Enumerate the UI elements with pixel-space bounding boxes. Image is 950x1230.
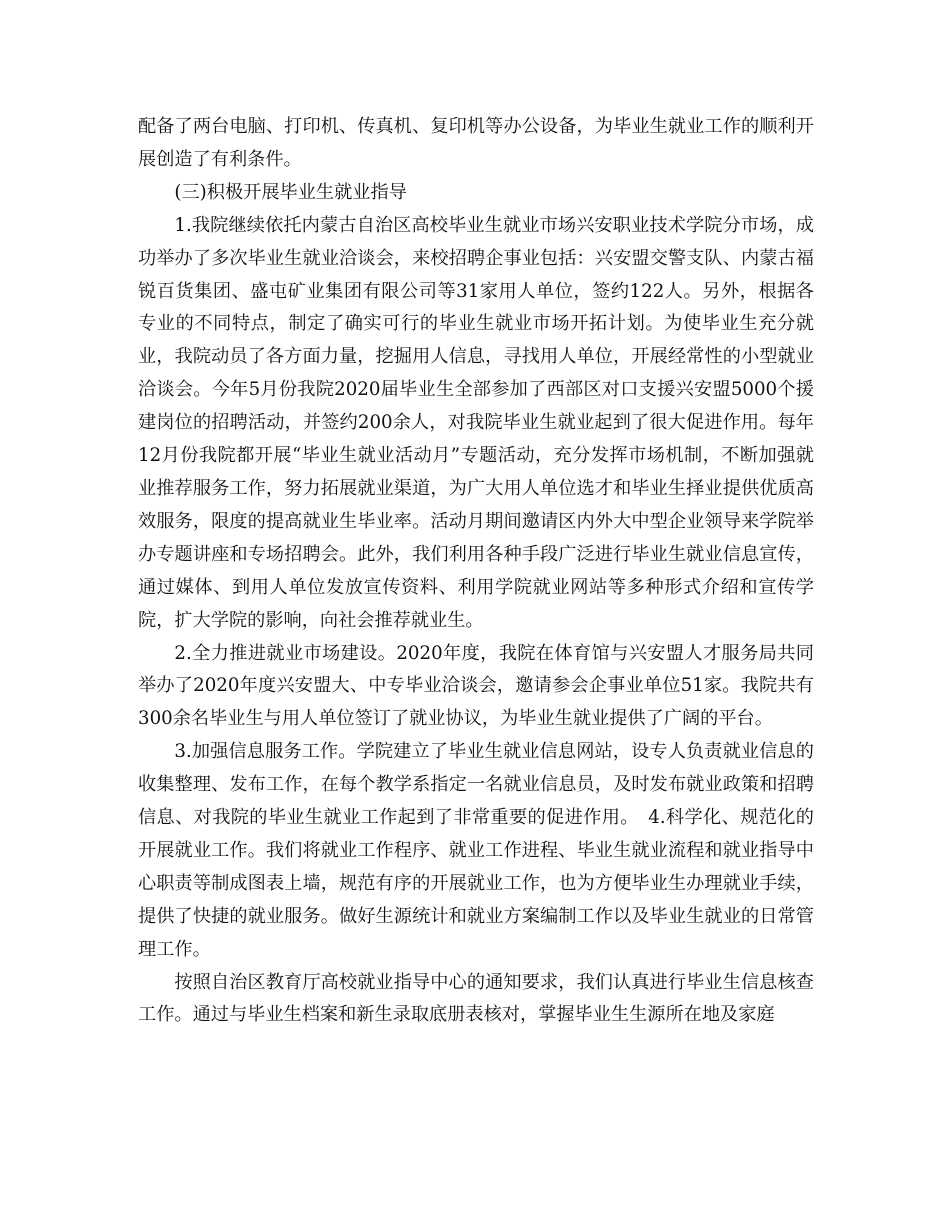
paragraph-4: 3.加强信息服务工作。学院建立了毕业生就业信息网站，设专人负责就业信息的收集整理、发布工作，在每个教学系指定一名就业信息员，及时发布就业政策和招聘信息、对我院的毕业生就业工作起到了非常重要的促进作用。 4.科学化、规范化的开展就业工作。我们将就业工作程序、就业工作进程、毕业生就业流程和就业指导中心职责等制成图表上墙，规范有序的开展就业工作，也为方便毕业生办理就业手续，提供了快捷的就业服务。做好生源统计和就业方案编制工作以及毕业生就业的日常管理工作。 xyxy=(138,741,814,960)
paragraph-5: 按照自治区教育厅高校就业指导中心的通知要求，我们认真进行毕业生信息核查工作。通过与毕业生档案和新生录取底册表核对，掌握毕业生生源所在地及家庭 xyxy=(138,971,814,1026)
paragraph-1: 配备了两台电脑、打印机、传真机、复印机等办公设备，为毕业生就业工作的顺利开展创造了有利条件。 xyxy=(138,116,814,170)
paragraph-2: 1.我院继续依托内蒙古自治区高校毕业生就业市场兴安职业技术学院分市场，成功举办了多次毕业生就业洽谈会，来校招聘企事业包括：兴安盟交警支队、内蒙古福锐百货集团、盛屯矿业集团有限公司等31家用人单位，签约122人。另外，根据各专业的不同特点，制定了确实可行的毕业生就业市场开拓计划。为使毕业生充分就业，我院动员了各方面力量，挖掘用人信息，寻找用人单位，开展经常性的小型就业洽谈会。今年5月份我院2020届毕业生全部参加了西部区对口支援兴安盟5000个援建岗位的招聘活动，并签约200余人，对我院毕业生就业起到了很大促进作用。每年12月份我院都开展“毕业生就业活动月”专题活动，充分发挥市场机制，不断加强就业推荐服务工作，努力拓展就业渠道，为广大用人单位选才和毕业生择业提供优质高效服务，限度的提高就业生毕业率。活动月期间邀请区内外大中型企业领导来学院举办专题讲座和专场招聘会。此外，我们利用各种手段广泛进行毕业生就业信息宣传，通过媒体、到用人单位发放宣传资料、利用学院就业网站等多种形式介绍和宣传学院，扩大学院的影响，向社会推荐就业生。 xyxy=(138,214,814,631)
document-page xyxy=(138,111,814,1032)
paragraph-3: 2.全力推进就业市场建设。2020年度，我院在体育馆与兴安盟人才服务局共同举办了2020年度兴安盟大、中专毕业洽谈会，邀请参会企事业单位51家。我院共有300余名毕业生与用人单位签订了就业协议，为毕业生就业提供了广阔的平台。 xyxy=(138,642,814,730)
section-heading: (三)积极开展毕业生就业指导 xyxy=(174,181,407,203)
